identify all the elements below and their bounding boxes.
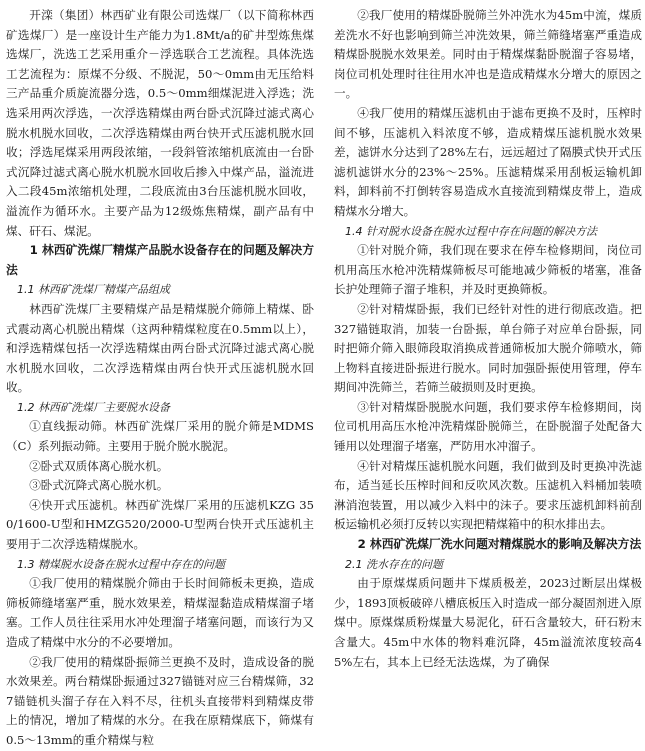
- subsection-2-1-heading: 2.1 洗水存在的问题: [345, 557, 443, 571]
- subsection-2-1-paragraph: 由于原煤煤质问题井下煤质极差，2023过断层出煤极少，1893顶板破碎八槽底板压入时造成一部分凝固剂进入原煤中。原煤煤质粉煤量大易泥化，矸石含量较大，矸石粉末含量大。45m中水体的物料难沉降，45m溢流浓度较高45%左右，其本上已经无法选煤，为了确保: [334, 576, 642, 669]
- problem-item-1: ①我厂使用的精煤脱介筛由于长时间筛板未更换，造成筛板筛缝堵塞严重，脱水效果差，精煤湿黏造成精煤溜子堵塞。工作人员往往采用水冲处理溜子堵塞问题，而该行为又造成了精煤中水分的不必要增加。: [6, 576, 314, 649]
- solution-item-1: ①针对脱介筛，我们现在要求在停车检修期间，岗位司机用高压水枪冲洗精煤筛板尽可能地减少筛板的堵塞，准备长护处理筛子溜子堆积，并及时更换筛板。: [334, 243, 642, 297]
- equipment-item-3: ③卧式沉降式离心脱水机。: [29, 478, 169, 493]
- solution-item-2: ②针对精煤卧振，我们已经针对性的进行彻底改造。把327锚链取消，加装一台卧振，单台筛子对应单台卧振，同时把筛介筛入眼筛段取消换成普通筛板加大脱介筛喷水，筛上物料直接进卧振进行脱水。同时加强卧振使用管理，停车期间冲洗筛兰，若筛兰破损则及时更换。: [334, 301, 642, 395]
- subsection-1-4-heading: 1.4 针对脱水设备在脱水过程中存在问题的解决方法: [345, 224, 597, 238]
- subsection-1-2-heading: 1.2 林西矿洗煤厂主要脱水设备: [17, 400, 170, 414]
- problem-item-3: ②我厂使用的精煤卧脱筛兰外冲洗水为45m中流，煤质差洗水不好也影响到筛兰冲洗效果，筛兰筛缝堵塞严重造成精煤卧脱脱水效果差。同时由于精煤煤黏卧脱溜子容易堵，岗位司机处理时往往用水冲也是造成精煤水分增大的原因之一。: [334, 8, 642, 101]
- equipment-item-4: ④快开式压滤机。林西矿洗煤厂采用的压滤机KZG 350/1600-U型和HMZG520/2000-U型两台快开式压滤机主要用于二次浮选精煤脱水。: [6, 497, 314, 552]
- equipment-item-1: ①直线振动筛。林西矿洗煤厂采用的脱介筛是MDMS（C）系列振动筛。主要用于脱介脱水脱泥。: [6, 419, 314, 454]
- solution-item-3: ③针对精煤卧脱脱水问题，我们要求停车检修期间，岗位司机用高压水枪冲洗精煤卧脱筛兰，在卧脱溜子处配备大锤用以处理溜子堵塞，严防用水冲溜子。: [334, 399, 642, 454]
- section-1-heading: 1 林西矿洗煤厂精煤产品脱水设备存在的问题及解决方法: [6, 243, 314, 277]
- solution-item-4: ④针对精煤压滤机脱水问题，我们做到及时更换冲洗滤布，适当延长压榨时间和反吹风次数。压滤机入料桶加装喷淋消泡装置，用以减少入料中的沫子。要求压滤机卸料前刮板运输机必须打反转以实现把精煤箱中的积水排出去。: [334, 458, 642, 532]
- problem-item-4: ④我厂使用的精煤压滤机由于滤布更换不及时，压榨时间不够，压滤机入料浓度不够，造成精煤压滤机脱水效果差，滤饼水分达到了28%左右，远远超过了隔膜式快开式压滤机滤饼水分的23%～25%。压滤精煤采用刮板运输机卸料，卸料前不打倒转容易造成水直接流到精煤皮带上，造成精煤水分增大。: [334, 105, 642, 218]
- problem-item-2: ②我厂使用的精煤卧振筛兰更换不及时，造成设备的脱水效果差。两台精煤卧振通过327锚链对应三台精煤筛，327锚链机头溜子存在入料不尽，往机头直接带料到精煤皮带上的情况，增加了精煤的水分。在我在原精煤底下，筛煤有0.5～13mm的重介精煤与粒: [6, 654, 314, 747]
- section-2-heading: 2 林西矿洗煤厂洗水问题对精煤脱水的影响及解决方法: [357, 537, 642, 552]
- left-column: [6, 6, 314, 751]
- subsection-1-3-heading: 1.3 精煤脱水设备在脱水过程中存在的问题: [17, 557, 225, 571]
- subsection-1-1-heading: 1.1 林西矿洗煤厂精煤产品组成: [17, 283, 170, 297]
- subsection-1-1-paragraph: 林西矿洗煤厂主要精煤产品是精煤脱介筛筛上精煤、卧式震动离心机脱出精煤（这两种精煤粒度在0.5mm以上），和浮选精煤包括一次浮选精煤由两台卧式沉降过滤式离心脱水机脱水回收，二次浮选精煤由两台快开式压滤机脱水回收。: [6, 301, 314, 395]
- equipment-item-2: ②卧式双质体离心脱水机。: [29, 458, 169, 473]
- intro-paragraph: 开滦（集团）林西矿业有限公司选煤厂（以下简称林西矿选煤厂）是一座设计生产能力为1.8Mt/a的矿井型炼焦煤选煤厂，洗选工艺采用重介－浮选联合工艺流程。具体洗选工艺流程为：原煤不分级、不脱泥，50～0mm由无压给料三产品重介质旋流器分选，0.5～0mm细煤泥进入浮选；洗选采用两次浮选，一次浮选精煤由两台卧式沉降过滤式离心脱水机脱水回收，二次浮选精煤由两台快开式压滤机脱水回收；浮选尾煤采用两段浓缩，一段斜管浓缩机底流由一台卧式沉降过滤式离心脱水机脱水回收后掺入中煤产品，溢流进入二段45m浓缩机处理，二段底流由3台压滤机脱水回收，溢流作为循环水。主要产品为12级炼焦精煤，副产品有中煤、矸石、煤泥。: [6, 8, 314, 238]
- right-column: [334, 6, 642, 672]
